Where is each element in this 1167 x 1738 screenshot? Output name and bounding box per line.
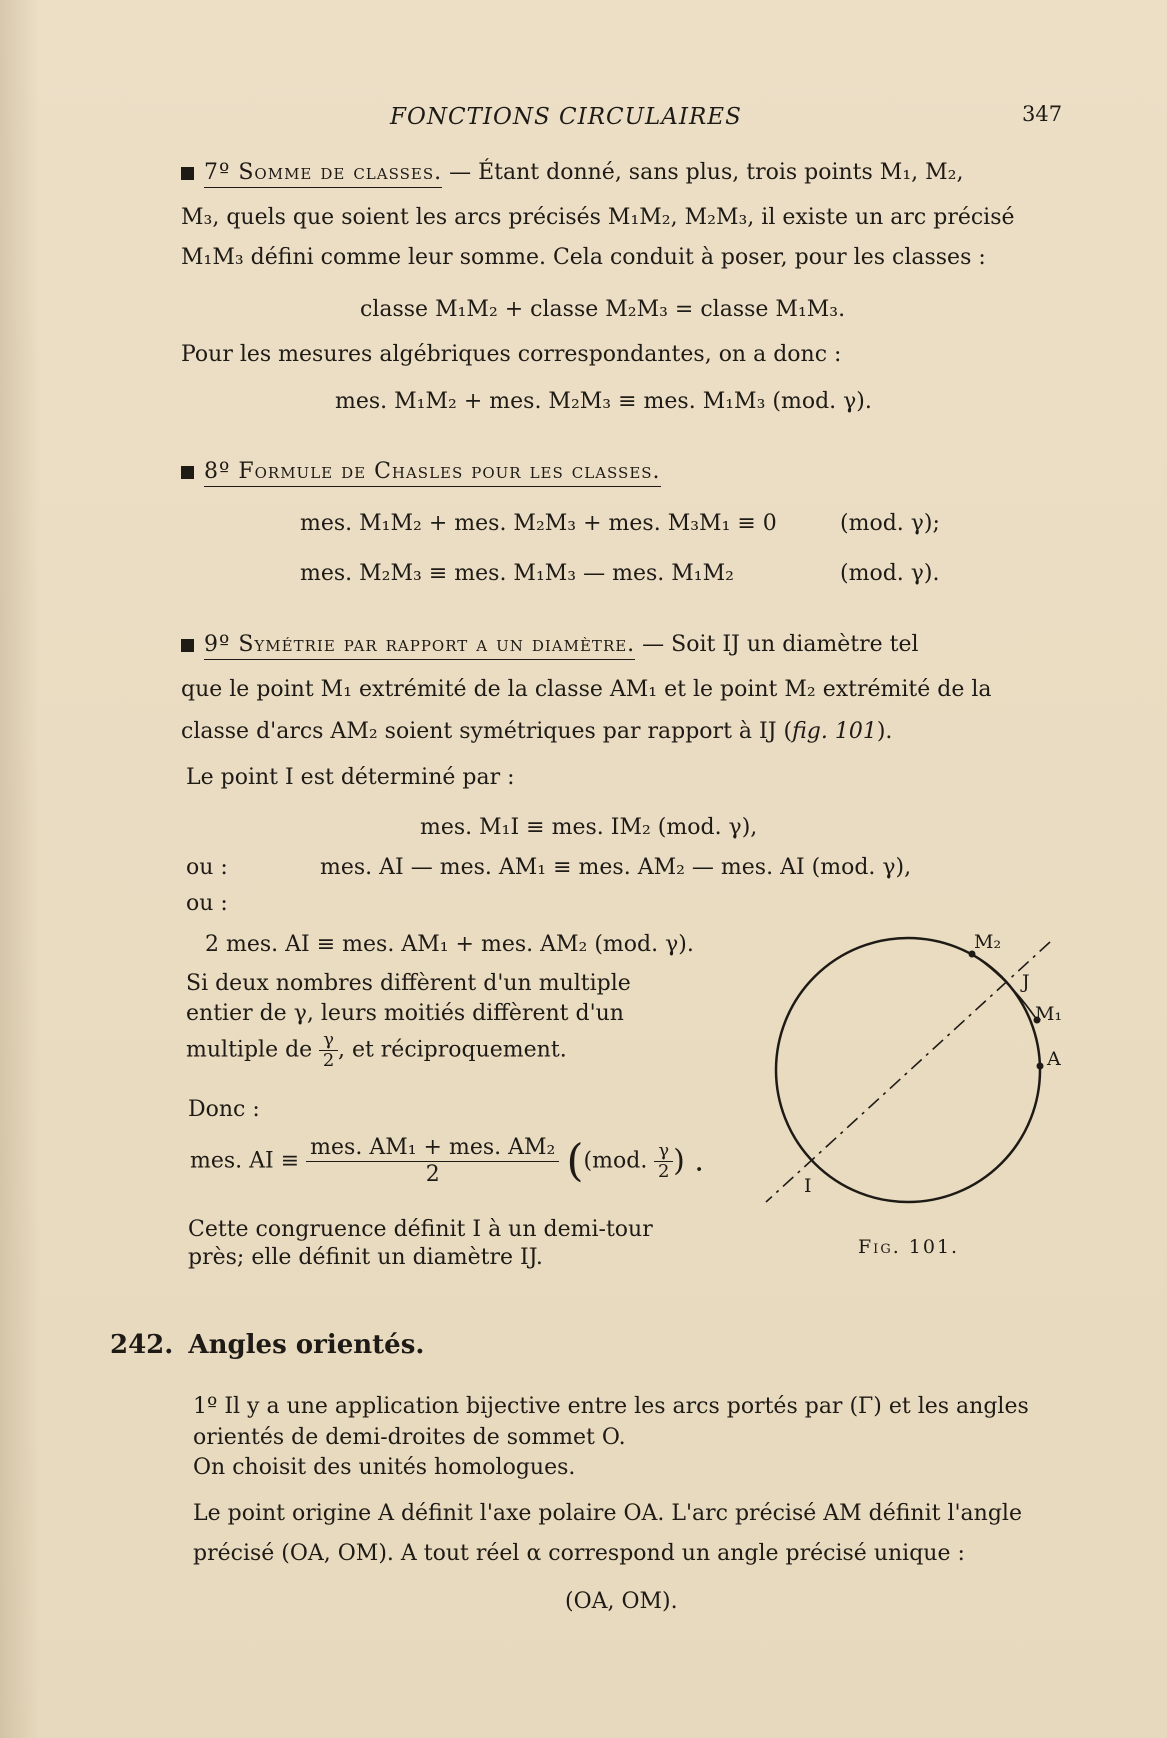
label-I: I <box>804 1175 812 1197</box>
point-A <box>1037 1063 1044 1070</box>
label-J: J <box>1022 971 1030 993</box>
eq4-mod-fraction <box>654 1141 673 1182</box>
s9-line3-text: classe d'arcs AM₂ soient symétriques par rapport à IJ ( <box>181 719 793 744</box>
s7-heading: 7º Somme de classes. <box>204 160 442 188</box>
frac-den: 2 <box>322 1050 335 1071</box>
s9-text4: Cette congruence définit I à un demi-tour <box>188 1217 653 1242</box>
section-title: Angles orientés. <box>188 1330 425 1360</box>
mod-den: 2 <box>657 1161 670 1182</box>
s7-line1 <box>181 153 963 193</box>
fraction-gamma-half <box>319 1030 338 1071</box>
s8-heading: 8º Formule de Chasles pour les classes. <box>204 459 661 487</box>
s8-mod1: (mod. γ); <box>840 511 940 536</box>
s9-ou1: ou : <box>186 855 228 880</box>
s7-formula1: classe M₁M₂ + classe M₂M₃ = classe M₁M₃. <box>360 297 846 322</box>
s242-line2: orientés de demi-droites de sommet O. <box>193 1425 626 1450</box>
s9-eq1: mes. M₁I ≡ mes. IM₂ (mod. γ), <box>420 815 758 840</box>
s9-line3-end: ). <box>876 719 893 744</box>
bullet-square-icon <box>181 466 194 479</box>
figure-reference: fig. 101 <box>792 719 877 744</box>
label-M1: M₁ <box>1035 1003 1063 1025</box>
s7-line3: M₁M₃ défini comme leur somme. Cela conduit à poser, pour les classes : <box>181 245 986 270</box>
s9-text2: entier de γ, leurs moitiés diffèrent d'un <box>186 1001 624 1026</box>
s8-heading-line <box>181 452 661 492</box>
eq4-num: mes. AM₁ + mes. AM₂ <box>306 1135 559 1162</box>
s9-eq2: mes. AI — mes. AM₁ ≡ mes. AM₂ — mes. AI (mod. γ), <box>320 855 912 880</box>
section-number: 242. <box>110 1330 174 1360</box>
bullet-square-icon <box>181 639 194 652</box>
s8-formula2: mes. M₂M₃ ≡ mes. M₁M₃ — mes. M₁M₂ <box>300 561 734 586</box>
s9-eq3: 2 mes. AI ≡ mes. AM₁ + mes. AM₂ (mod. γ). <box>205 932 694 957</box>
eq4-left: mes. AI ≡ <box>190 1148 300 1174</box>
eq4-end: ) . <box>673 1143 704 1179</box>
s8-formula1: mes. M₁M₂ + mes. M₂M₃ + mes. M₃M₁ ≡ 0 <box>300 511 777 536</box>
s242-line1: 1º Il y a une application bijective entre les arcs portés par (Γ) et les angles <box>193 1394 1029 1419</box>
s242-formula: (OA, OM). <box>565 1589 678 1614</box>
page-number: 347 <box>1022 102 1063 126</box>
label-M2: M₂ <box>974 931 1002 953</box>
mod-num: γ <box>654 1141 673 1162</box>
label-A: A <box>1047 1048 1061 1070</box>
eq4-mod: (mod. <box>583 1148 648 1174</box>
s9-ou2: ou : <box>186 891 228 916</box>
s9-text3-a: multiple de <box>186 1037 313 1063</box>
bullet-square-icon <box>181 167 194 180</box>
s7-line4: Pour les mesures algébriques correspondantes, on a donc : <box>181 342 842 367</box>
s242-line3: On choisit des unités homologues. <box>193 1455 576 1480</box>
s9-line3 <box>181 712 892 752</box>
s9-line1 <box>181 625 919 665</box>
s9-heading: 9º Symétrie par rapport a un diamètre. <box>204 632 635 660</box>
s9-line4: Le point I est déterminé par : <box>186 765 515 790</box>
s9-text3 <box>186 1030 567 1071</box>
diameter-IJ <box>766 942 1050 1202</box>
s9-text1: Si deux nombres diffèrent d'un multiple <box>186 971 631 996</box>
s242-line4: Le point origine A définit l'axe polaire OA. L'arc précisé AM définit l'angle <box>193 1501 1022 1526</box>
s7-line2: M₃, quels que soient les arcs précisés M₁M₂, M₂M₃, il existe un arc précisé <box>181 205 1015 230</box>
eq4-den: 2 <box>425 1162 440 1187</box>
s242-line5: précisé (OA, OM). A tout réel α correspond un angle précisé unique : <box>193 1541 965 1566</box>
running-header: FONCTIONS CIRCULAIRES <box>390 104 742 130</box>
eq4-fraction <box>306 1135 559 1188</box>
s8-mod2: (mod. γ). <box>840 561 940 586</box>
frac-num: γ <box>319 1030 338 1051</box>
s9-donc: Donc : <box>188 1097 260 1122</box>
s9-text1: — Soit IJ un diamètre tel <box>635 632 919 657</box>
s9-text3-b: , et réciproquement. <box>337 1037 567 1063</box>
figure-101-diagram <box>760 920 1090 1220</box>
left-paren: ( <box>566 1135 584 1187</box>
s9-text5: près; elle définit un diamètre IJ. <box>188 1245 543 1270</box>
s7-text1: — Étant donné, sans plus, trois points M₁, M₂, <box>442 160 964 185</box>
section-242-heading <box>110 1330 424 1360</box>
s9-eq4 <box>190 1135 704 1188</box>
s9-line2: que le point M₁ extrémité de la classe AM₁ et le point M₂ extrémité de la <box>181 677 992 702</box>
s7-formula2: mes. M₁M₂ + mes. M₂M₃ ≡ mes. M₁M₃ (mod. γ). <box>335 389 872 414</box>
figure-caption: Fig. 101. <box>858 1236 960 1258</box>
